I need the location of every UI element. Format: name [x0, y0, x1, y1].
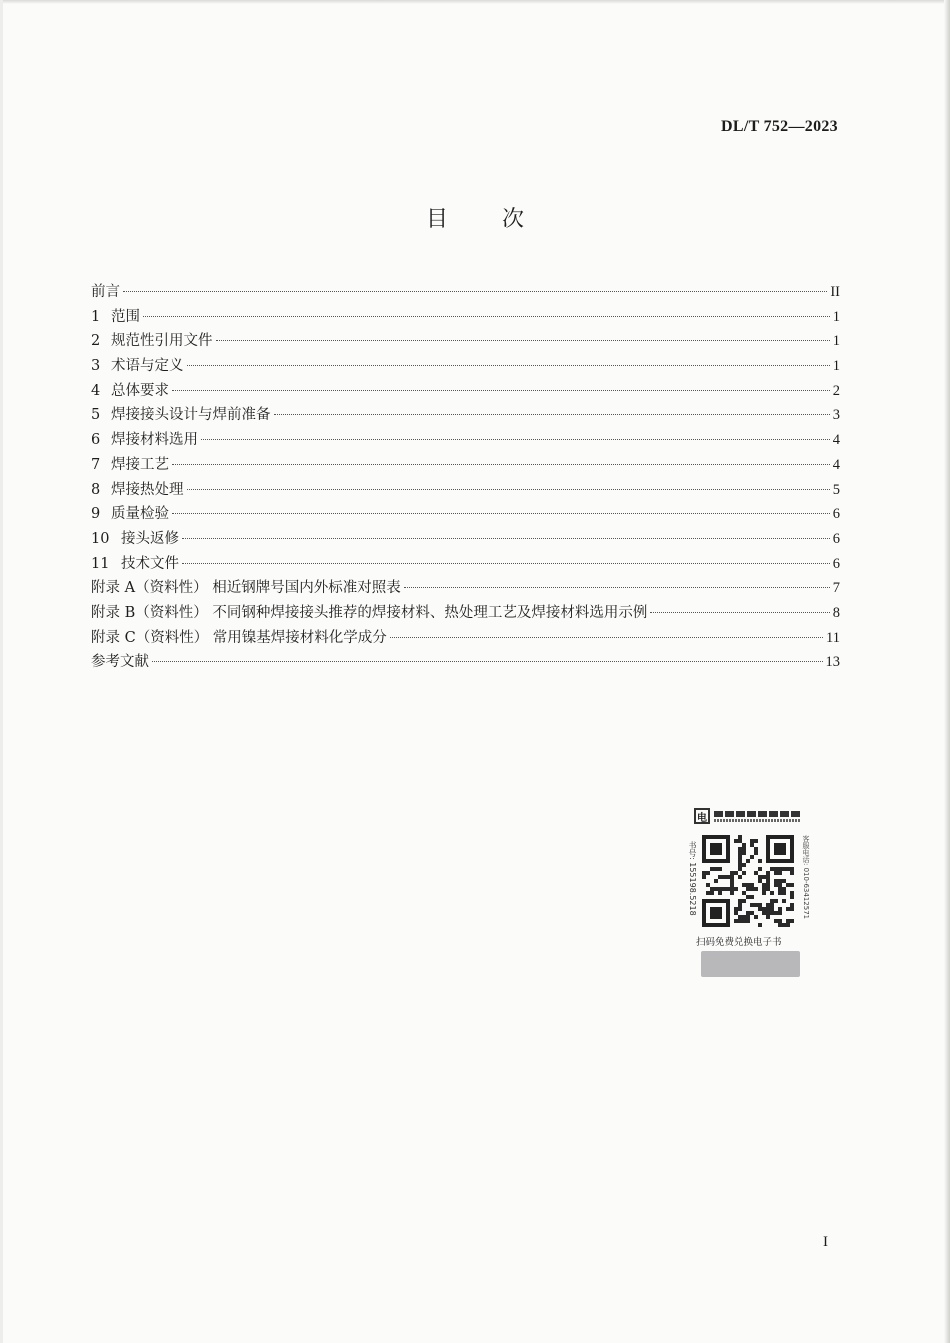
dot-leader: [172, 513, 830, 514]
table-of-contents: [91, 280, 840, 675]
toc-entry[interactable]: [91, 502, 840, 527]
toc-entry-number: 7: [91, 456, 101, 473]
toc-entry[interactable]: [91, 428, 840, 453]
dot-leader: [182, 538, 830, 539]
toc-entry-page: 6: [832, 555, 840, 572]
toc-entry-page: 8: [832, 604, 840, 621]
toc-entry-label: [91, 453, 169, 478]
toc-entry-number: 9: [91, 506, 101, 523]
toc-entry-number: 1: [91, 308, 101, 325]
toc-entry-title: 附录 C（资料性） 常用镍基焊接材料化学成分: [91, 629, 387, 646]
toc-entry-number: 3: [91, 358, 101, 375]
toc-entry-label: [91, 354, 184, 379]
qr-code-icon[interactable]: [702, 831, 794, 931]
toc-entry[interactable]: [91, 650, 840, 675]
toc-entry-label: [91, 403, 271, 428]
book-number: 书号: 155198.5218: [688, 841, 697, 916]
toc-entry-title: 接头返修: [121, 530, 179, 547]
toc-entry-number: 2: [91, 333, 101, 350]
dot-leader: [187, 365, 830, 366]
toc-entry-page: 1: [832, 333, 840, 350]
toc-entry-label: [91, 280, 120, 305]
dot-leader: [216, 340, 830, 341]
dot-leader: [274, 414, 830, 415]
toc-entry-number: 10: [91, 530, 110, 547]
qr-caption: 扫码免费兑换电子书: [696, 937, 782, 948]
toc-entry-page: 3: [832, 407, 840, 424]
dot-leader: [172, 464, 830, 465]
toc-entry-label: [91, 478, 184, 503]
toc-entry[interactable]: [91, 329, 840, 354]
qr-code-block: [688, 805, 810, 980]
toc-entry-page: 6: [832, 530, 840, 547]
toc-entry-label: [91, 527, 179, 552]
toc-entry[interactable]: [91, 626, 840, 651]
toc-entry-title: 参考文献: [91, 654, 149, 671]
toc-entry[interactable]: [91, 552, 840, 577]
toc-entry-page: 4: [832, 456, 840, 473]
toc-entry[interactable]: [91, 527, 840, 552]
toc-entry-label: [91, 552, 179, 577]
publisher-logo-icon: 电: [694, 808, 710, 824]
toc-entry[interactable]: [91, 280, 840, 305]
toc-entry-label: [91, 329, 213, 354]
toc-entry[interactable]: [91, 305, 840, 330]
toc-entry-label: [91, 428, 198, 453]
service-phone: 客服电话: 010-63412571: [802, 835, 810, 920]
toc-entry-label: [91, 601, 647, 626]
toc-entry-title: 范围: [111, 308, 140, 325]
toc-entry-number: 6: [91, 432, 101, 449]
toc-entry-page: 13: [825, 654, 840, 671]
toc-entry-number: 5: [91, 407, 101, 424]
publisher-logo: [694, 805, 804, 827]
toc-entry-page: II: [830, 284, 840, 300]
toc-entry-label: [91, 305, 140, 330]
toc-entry-page: 6: [832, 506, 840, 523]
toc-entry-title: 附录 A（资料性） 相近钢牌号国内外标准对照表: [91, 580, 401, 597]
toc-entry-page: 7: [832, 580, 840, 597]
dot-leader: [123, 291, 827, 292]
toc-entry-page: 1: [832, 358, 840, 375]
dot-leader: [182, 563, 830, 564]
dot-leader: [143, 316, 830, 317]
toc-entry-title: 焊接接头设计与焊前准备: [111, 407, 271, 424]
toc-entry-title: 附录 B（资料性） 不同钢种焊接接头推荐的焊接材料、热处理工艺及焊接材料选用示例: [91, 604, 648, 621]
toc-entry-title: 焊接热处理: [111, 481, 184, 498]
toc-entry-label: [91, 502, 169, 527]
toc-entry[interactable]: [91, 354, 840, 379]
dot-leader: [172, 390, 830, 391]
toc-entry-title: 前言: [91, 284, 120, 300]
toc-entry-page: 11: [826, 629, 840, 646]
toc-entry-page: 1: [832, 308, 840, 325]
page-number: I: [823, 1234, 828, 1250]
dot-leader: [187, 489, 830, 490]
toc-entry-title: 总体要求: [111, 382, 169, 399]
dot-leader: [152, 661, 823, 662]
document-number: DL/T 752—2023: [721, 118, 838, 135]
dot-leader: [201, 439, 830, 440]
page-title: 目次: [425, 207, 578, 232]
toc-entry-title: 术语与定义: [111, 358, 184, 375]
toc-entry-number: 4: [91, 382, 101, 399]
scan-edge: [0, 0, 950, 4]
dot-leader: [404, 587, 830, 588]
toc-entry-title: 技术文件: [121, 555, 179, 572]
toc-entry[interactable]: [91, 453, 840, 478]
toc-entry[interactable]: [91, 379, 840, 404]
toc-entry-label: [91, 576, 401, 601]
toc-entry-number: 8: [91, 481, 101, 498]
toc-entry-label: [91, 650, 149, 675]
toc-entry-label: [91, 379, 169, 404]
toc-entry-label: [91, 626, 387, 651]
toc-entry[interactable]: [91, 478, 840, 503]
dot-leader: [390, 637, 823, 638]
toc-entry-number: 11: [91, 555, 110, 572]
toc-entry-title: 质量检验: [111, 506, 169, 523]
toc-entry-page: 2: [832, 382, 840, 399]
dot-leader: [650, 612, 829, 613]
toc-entry[interactable]: [91, 576, 840, 601]
toc-entry-title: 规范性引用文件: [111, 333, 213, 350]
toc-entry[interactable]: [91, 403, 840, 428]
toc-entry-title: 焊接材料选用: [111, 432, 198, 449]
toc-entry-page: 5: [832, 481, 840, 498]
toc-entry[interactable]: [91, 601, 840, 626]
scratch-code-panel[interactable]: [701, 951, 800, 977]
toc-entry-title: 焊接工艺: [111, 456, 169, 473]
toc-entry-page: 4: [832, 432, 840, 449]
